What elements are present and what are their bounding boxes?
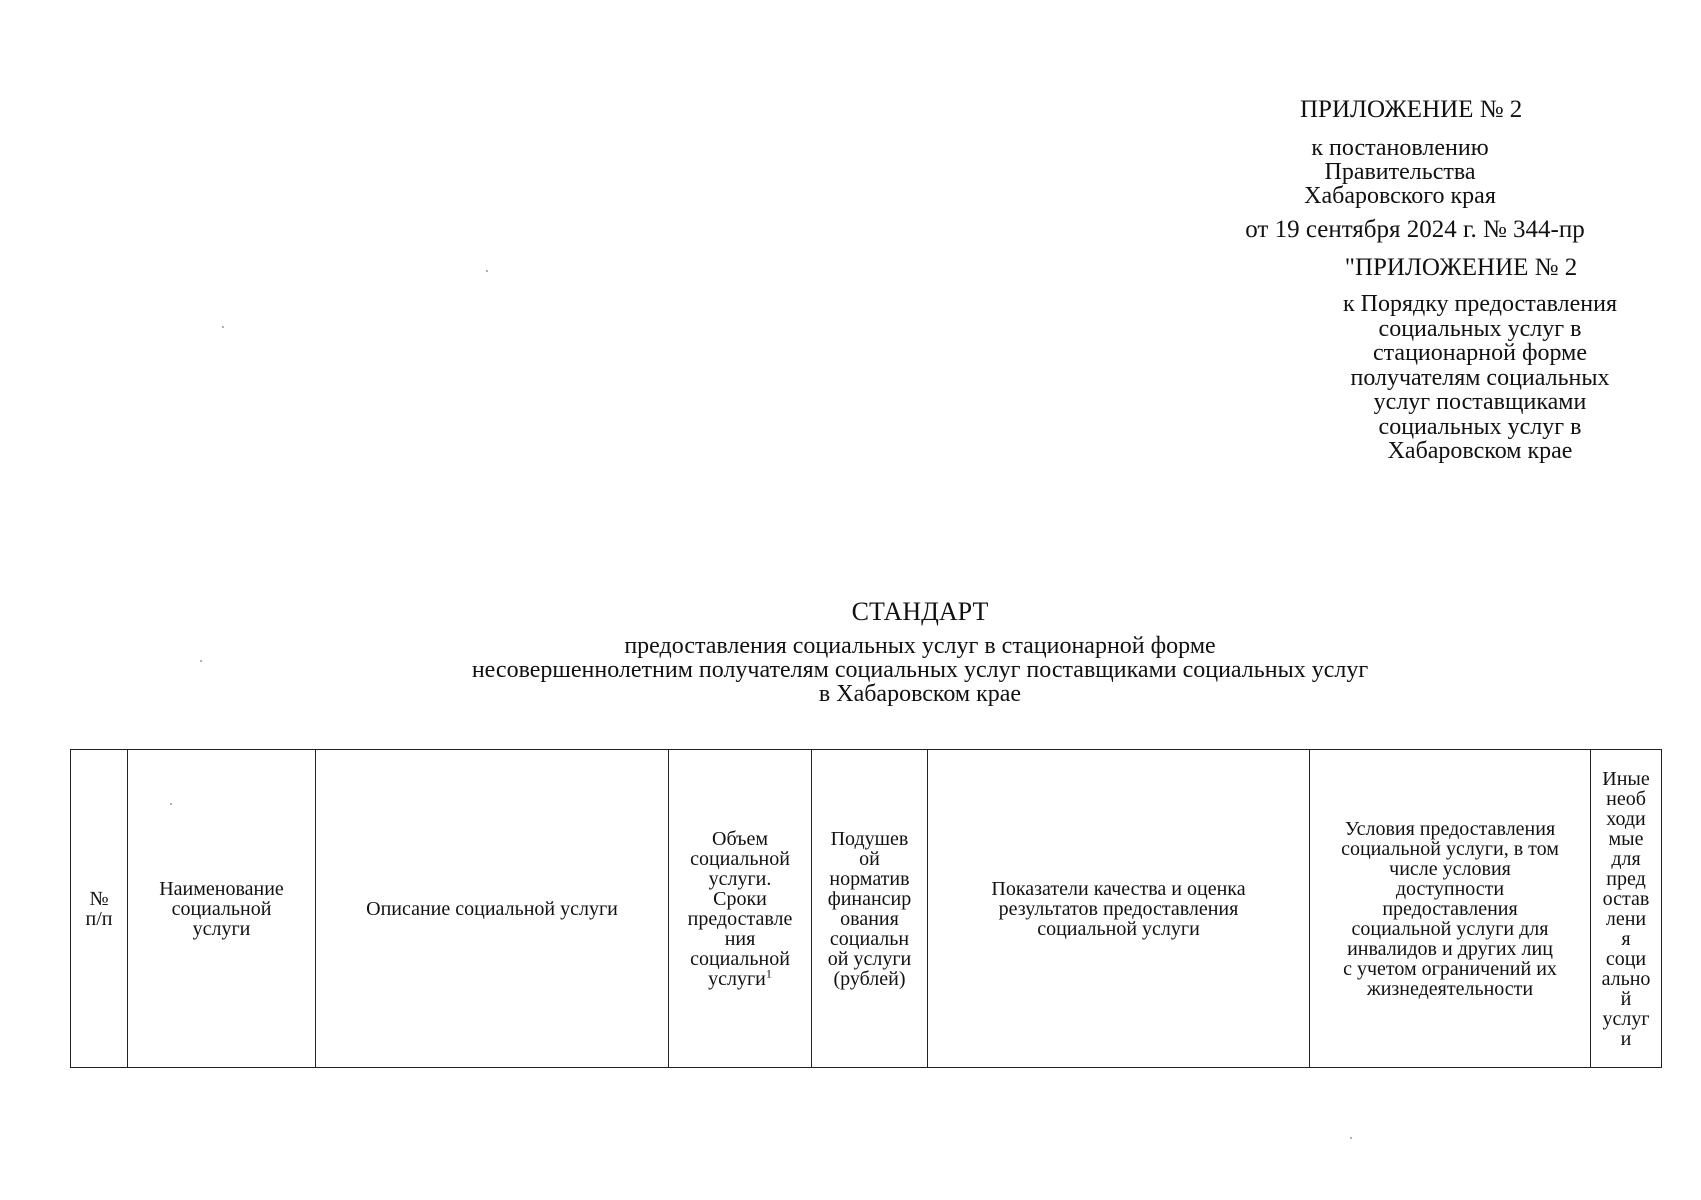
header-line: доступности: [1395, 877, 1505, 900]
document-subtitle: [300, 634, 1540, 706]
header-line: социальн: [829, 927, 910, 950]
header-line: услуги: [192, 917, 251, 940]
resolution-line: Правительства: [1324, 159, 1476, 185]
header-line: предоставле: [687, 907, 793, 930]
order-line: социальных услуг в: [1378, 413, 1582, 440]
header-line: социальной услуги для: [1351, 917, 1549, 940]
scan-speck: [200, 660, 202, 662]
header-line: жизнедеятельности: [1366, 977, 1534, 1000]
header-number: [71, 750, 128, 1068]
header-line: (рублей): [833, 967, 906, 990]
scan-speck: [222, 326, 224, 328]
header-line: ой услуги: [827, 947, 912, 970]
header-line: для: [1611, 847, 1641, 870]
subtitle-line: в Хабаровском крае: [818, 681, 1022, 707]
footnote-marker: 1: [765, 965, 772, 980]
header-line: инвалидов и других лиц: [1347, 937, 1553, 960]
header-line: социальной услуги, в том: [1341, 837, 1559, 860]
header-service-name: [128, 750, 316, 1068]
resolution-reference: [1280, 136, 1520, 208]
header-line: ния: [724, 927, 756, 950]
scan-speck: [486, 270, 488, 272]
header-line: норматив: [829, 867, 910, 890]
document-title: СТАНДАРТ: [851, 597, 989, 626]
subtitle-line: предоставления социальных услуг в стационарной форме: [624, 633, 1216, 659]
resolution-line: к постановлению: [1311, 135, 1489, 161]
header-line: финансир: [827, 887, 912, 910]
header-line: соци: [1605, 947, 1647, 970]
header-service-volume: [669, 750, 812, 1068]
appendix-title: ПРИЛОЖЕНИЕ № 2: [1300, 96, 1523, 123]
header-line: №: [89, 887, 109, 910]
header-line: необ: [1606, 787, 1646, 810]
order-line: услуг поставщиками: [1373, 389, 1587, 415]
order-line: стационарной форме: [1373, 340, 1587, 366]
order-line: Хабаровском крае: [1387, 438, 1573, 464]
header-quality-indicators: [928, 750, 1310, 1068]
header-line: услуг: [1602, 1007, 1650, 1030]
order-reference: [1300, 292, 1660, 464]
subtitle-line: несовершеннолетним получателям социальных услуг поставщиками социальных услуг: [471, 657, 1369, 683]
header-line: социальной услуги: [1037, 917, 1200, 940]
header-line: Условия предоставления: [1344, 817, 1556, 840]
header-line: я: [1621, 927, 1631, 950]
header-line: услуги.: [708, 867, 772, 890]
quoted-appendix-title: "ПРИЛОЖЕНИЕ № 2: [1344, 254, 1578, 281]
table-header-row: [71, 750, 1662, 1068]
order-line: к Порядку предоставления: [1342, 291, 1617, 317]
header-line: Иные: [1602, 767, 1650, 790]
resolution-line: Хабаровского края: [1304, 183, 1496, 209]
header-line: Подушев: [830, 827, 909, 850]
header-line: альнo: [1601, 967, 1651, 990]
header-provision-conditions: [1310, 750, 1591, 1068]
header-line: социальной: [690, 947, 790, 970]
header-financing-standard: [812, 750, 928, 1068]
header-line: Показатели качества и оценка: [991, 877, 1246, 900]
header-line: и: [1620, 1027, 1632, 1050]
header-line: й: [1620, 987, 1632, 1010]
header-line: числе условия: [1389, 857, 1511, 880]
header-line: Сроки: [713, 887, 767, 910]
scan-speck: [170, 803, 172, 805]
header-line: п/п: [85, 907, 113, 930]
header-line: ой: [859, 847, 880, 870]
order-line: получателям социальных: [1350, 364, 1610, 391]
scan-speck: [1350, 1137, 1352, 1139]
header-line: социальной: [171, 897, 272, 920]
header-line: ходи: [1606, 807, 1646, 830]
header-line: [671, 965, 809, 990]
header-line: с учетом ограничений их: [1343, 957, 1557, 980]
header-other-requirements: [1591, 750, 1662, 1068]
header-line: Наименование: [159, 877, 284, 900]
header-line: остав: [1602, 887, 1650, 910]
header-line: результатов предоставления: [998, 897, 1239, 920]
header-service-description: [316, 750, 669, 1068]
header-line: пред: [1606, 867, 1646, 890]
resolution-date: от 19 сентября 2024 г. № 344-пр: [1245, 216, 1585, 243]
header-line: социальной: [690, 847, 790, 870]
header-line: лени: [1605, 907, 1647, 930]
order-line: социальных услуг в: [1378, 315, 1582, 342]
header-line: предоставления: [1382, 897, 1518, 920]
header-line-text: услуги: [708, 967, 766, 990]
header-line: Объем: [712, 827, 768, 850]
header-line: мые: [1608, 827, 1644, 850]
header-line: Описание социальной услуги: [366, 897, 618, 920]
header-line: ования: [840, 907, 899, 930]
standard-table: [70, 749, 1662, 1068]
